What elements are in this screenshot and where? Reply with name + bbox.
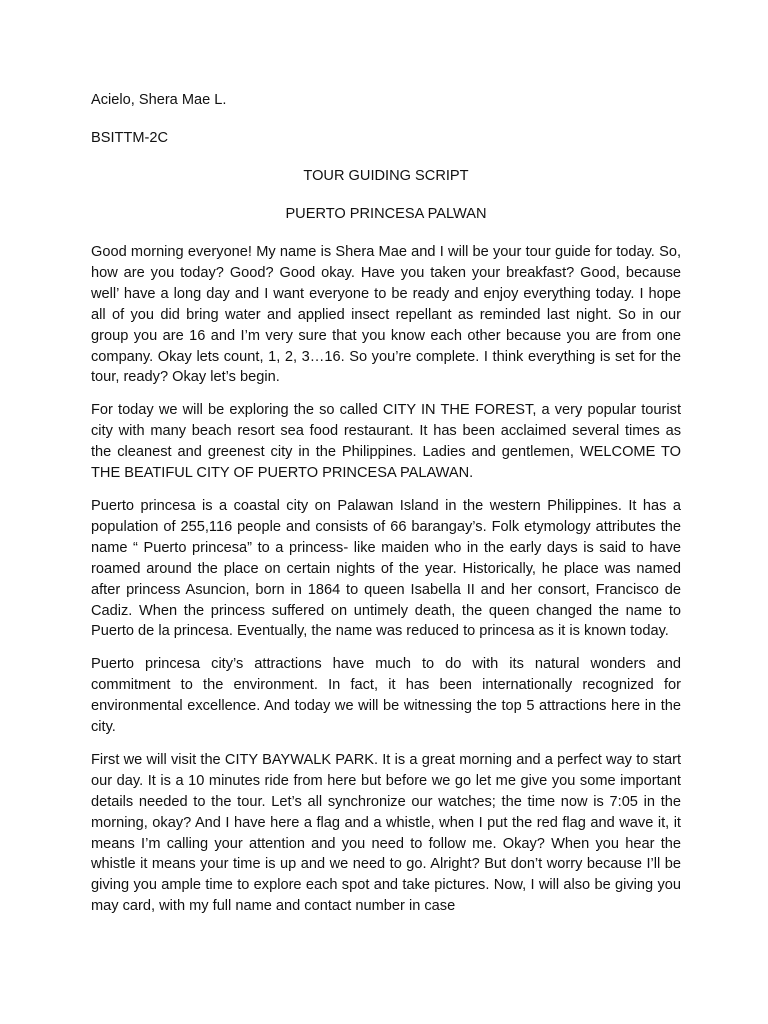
paragraph-city-intro: For today we will be exploring the so called CITY IN THE FOREST, a very popular tourist city with many beach resort sea food restaurant. It has been acclaimed several times as the cleanest and greenest city in the Philippines. Ladies and gentlemen, WELCOME TO THE BEATIFUL CITY OF PUERTO PRINCESA PALAWAN. (91, 402, 681, 482)
document-body (91, 90, 681, 929)
paragraph-baywalk: First we will visit the CITY BAYWALK PARK. It is a great morning and a perfect way to start our day. It is a 10 minutes ride from here but before we go let me give you some important details needed to the tour. Let’s all synchronize our watches; the time now is 7:05 in the morning, okay? And I have here a flag and a whistle, when I put the red flag and wave it, it means I’m calling your attention and you need to follow me. Okay? When you hear the whistle it means your time is up and we need to go. Alright? But don’t worry because I’ll be giving you ample time to explore each spot and take pictures. Now, I will also be giving you may card, with my full name and contact number in case (91, 751, 681, 915)
document-subtitle: PUERTO PRINCESA PALWAN (285, 206, 487, 222)
paragraph-greeting: Good morning everyone! My name is Shera Mae and I will be your tour guide for today. So, how are you today? Good? Good okay. Have you taken your breakfast? Good, because well’ have a long day and I want everyone to be ready and enjoy everything today. I hope all of you did bring water and applied insect repellant as reminded last night. So in our group you are 16 and I’m very sure that you know each other because you are from one company. Okay lets count, 1, 2, 3…16. So you’re complete. I think everything is set for the tour, ready? Okay let’s begin. (91, 244, 681, 386)
course-section: BSITTM-2C (91, 130, 169, 146)
paragraph-history: Puerto princesa is a coastal city on Palawan Island in the western Philippines. It has a population of 255,116 people and consists of 66 barangay’s. Folk etymology attributes the name “ Puerto princesa” to a princess- like maiden who in the early days is said to have roamed around the place on certain nights of the year. Historically, he place was named after princess Asuncion, born in 1864 to queen Isabella II and her consort, Francisco de Cadiz. When the princess suffered on untimely death, the queen changed the name to Puerto de la princesa. Eventually, the name was reduced to princesa as it is known today. (91, 497, 681, 640)
document-title: TOUR GUIDING SCRIPT (303, 168, 469, 184)
author-name: Acielo, Shera Mae L. (91, 92, 227, 108)
paragraph-attractions: Puerto princesa city’s attractions have much to do with its natural wonders and commitment to the environment. In fact, it has been internationally recognized for environmental excellence. And today we will be witnessing the top 5 attractions here in the city. (91, 656, 681, 736)
